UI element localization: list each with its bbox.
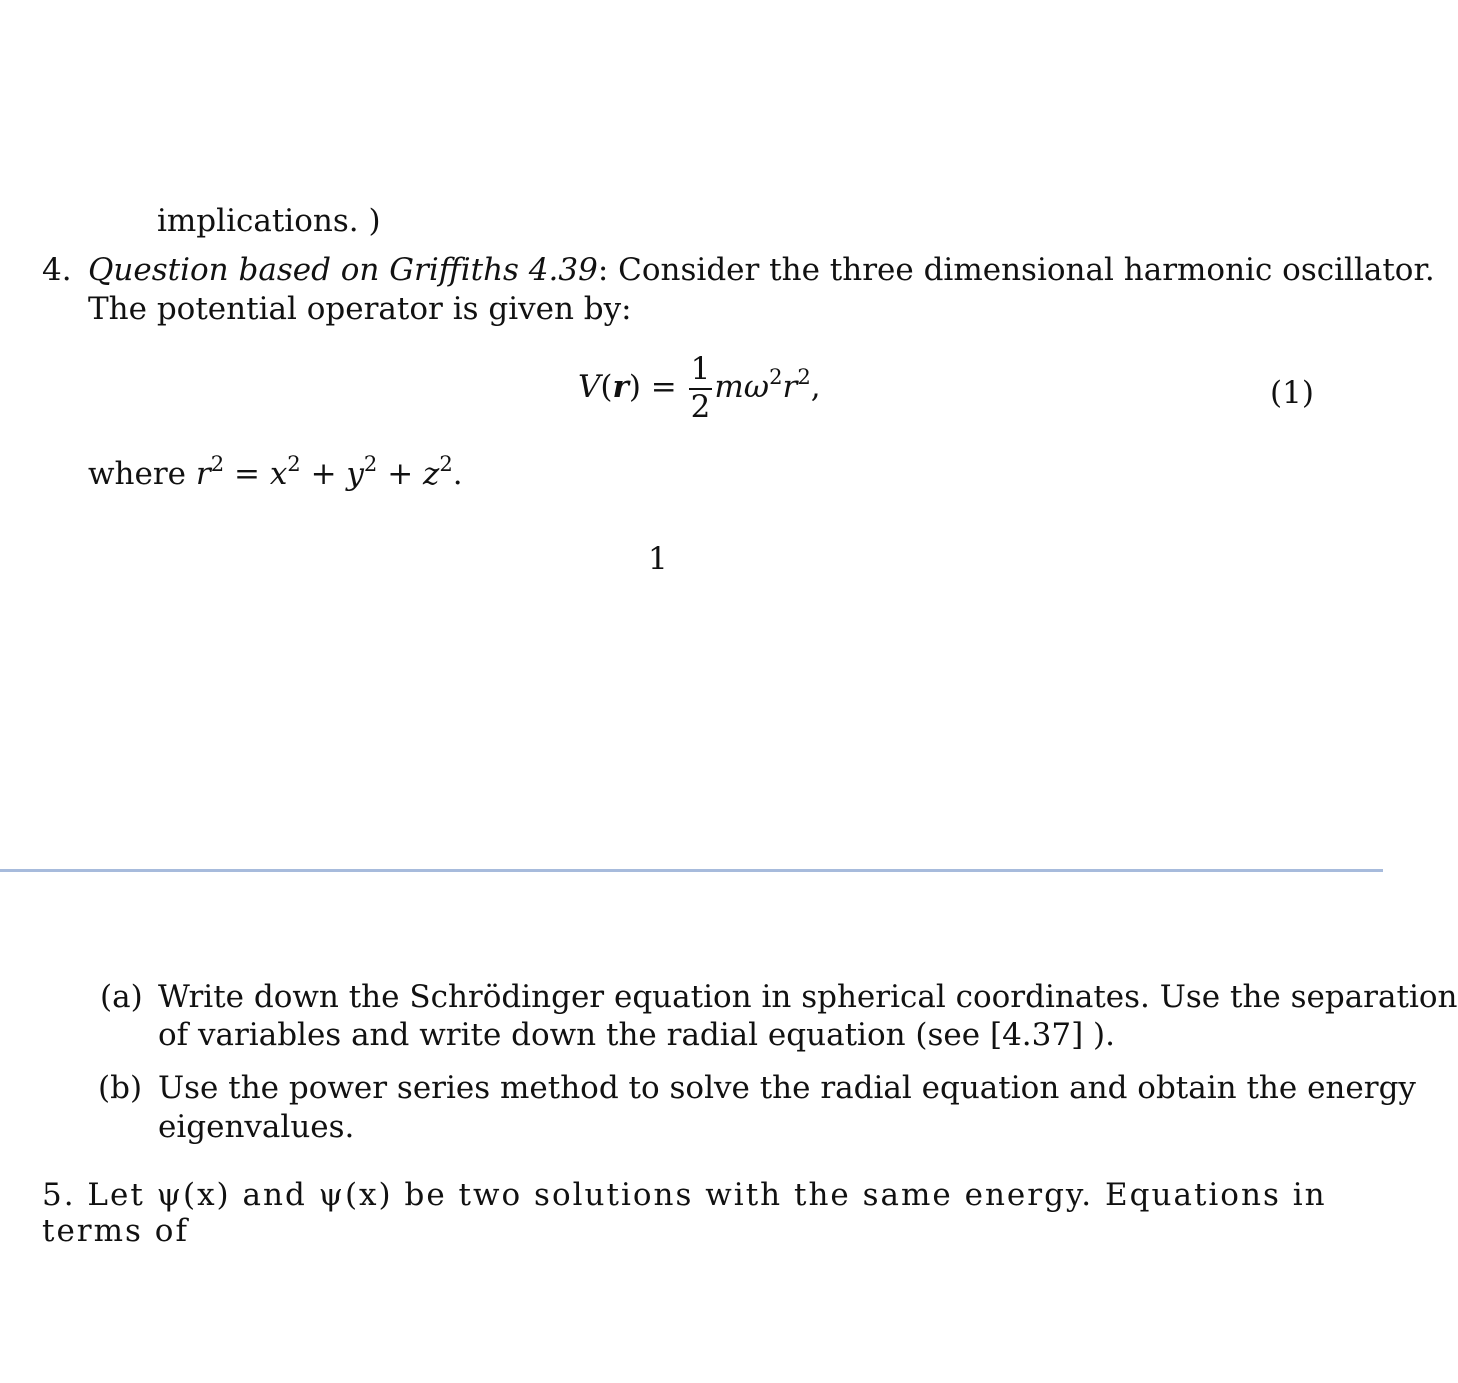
page-number: 1	[648, 541, 668, 577]
where-z: z	[423, 456, 440, 492]
previous-text-fragment	[0, 0, 1383, 239]
question-number: 4.	[42, 252, 72, 288]
eq-frac-denominator: 2	[690, 388, 711, 425]
question-title: Question based on Griffiths 4.39	[88, 252, 598, 288]
eq-exp-2: 2	[797, 364, 811, 390]
part-b-label: (b)	[98, 1070, 143, 1106]
eq-r: r	[782, 369, 798, 406]
next-text-fragment	[0, 1165, 1383, 1249]
page-divider	[0, 869, 1383, 872]
eq-m-omega: mω	[714, 369, 770, 406]
next-text: 5. Let ψ(x) and ψ(x) be two solutions with the same energy. Equations in terms of	[42, 1177, 1327, 1249]
question-intro: : Consider the three dimensional harmonic oscillator.	[597, 252, 1435, 288]
part-b-line-1	[158, 1070, 1416, 1106]
where-exp-y: 2	[363, 450, 378, 476]
eq-fraction	[689, 352, 713, 425]
where-exp-z: 2	[439, 450, 453, 476]
where-x: x	[269, 456, 288, 492]
eq-V: V	[578, 369, 601, 406]
part-a-line-2: of variables and write down the radial equation (see [4.37] ).	[158, 1017, 1115, 1053]
question-line-2: The potential operator is given by:	[88, 291, 632, 327]
where-r: r	[195, 456, 211, 492]
eq-exp-1: 2	[769, 364, 783, 390]
previous-text: implications. )	[157, 203, 381, 239]
part-b-text-1: Use the power series method to solve the radial equation and obtain the energy	[158, 1070, 1416, 1106]
where-exp-x: 2	[287, 450, 301, 476]
part-a-label: (a)	[100, 979, 143, 1015]
eq-frac-numerator: 1	[689, 352, 713, 390]
where-word: where	[88, 456, 187, 492]
part-a-line-1	[158, 979, 1458, 1015]
part-b-line-2: eigenvalues.	[158, 1109, 355, 1145]
eq-equals: =	[650, 369, 677, 406]
eq-r-vector: r	[612, 369, 629, 406]
part-a-text-1: Write down the Schrödinger equation in spherical coordinates. Use the separation	[158, 979, 1458, 1015]
potential-equation: V(r) = $\frac{1}{2}$ $m\omega^2r^2$,	[578, 351, 821, 425]
where-line: where $r^2 = x^2 + y^2 + z^2$.	[88, 450, 463, 492]
eq-comma: ,	[810, 369, 821, 406]
where-exp-r: 2	[210, 450, 225, 476]
equation-label: (1)	[1270, 375, 1314, 411]
question-line-1	[88, 252, 1435, 288]
where-y: y	[346, 456, 364, 492]
